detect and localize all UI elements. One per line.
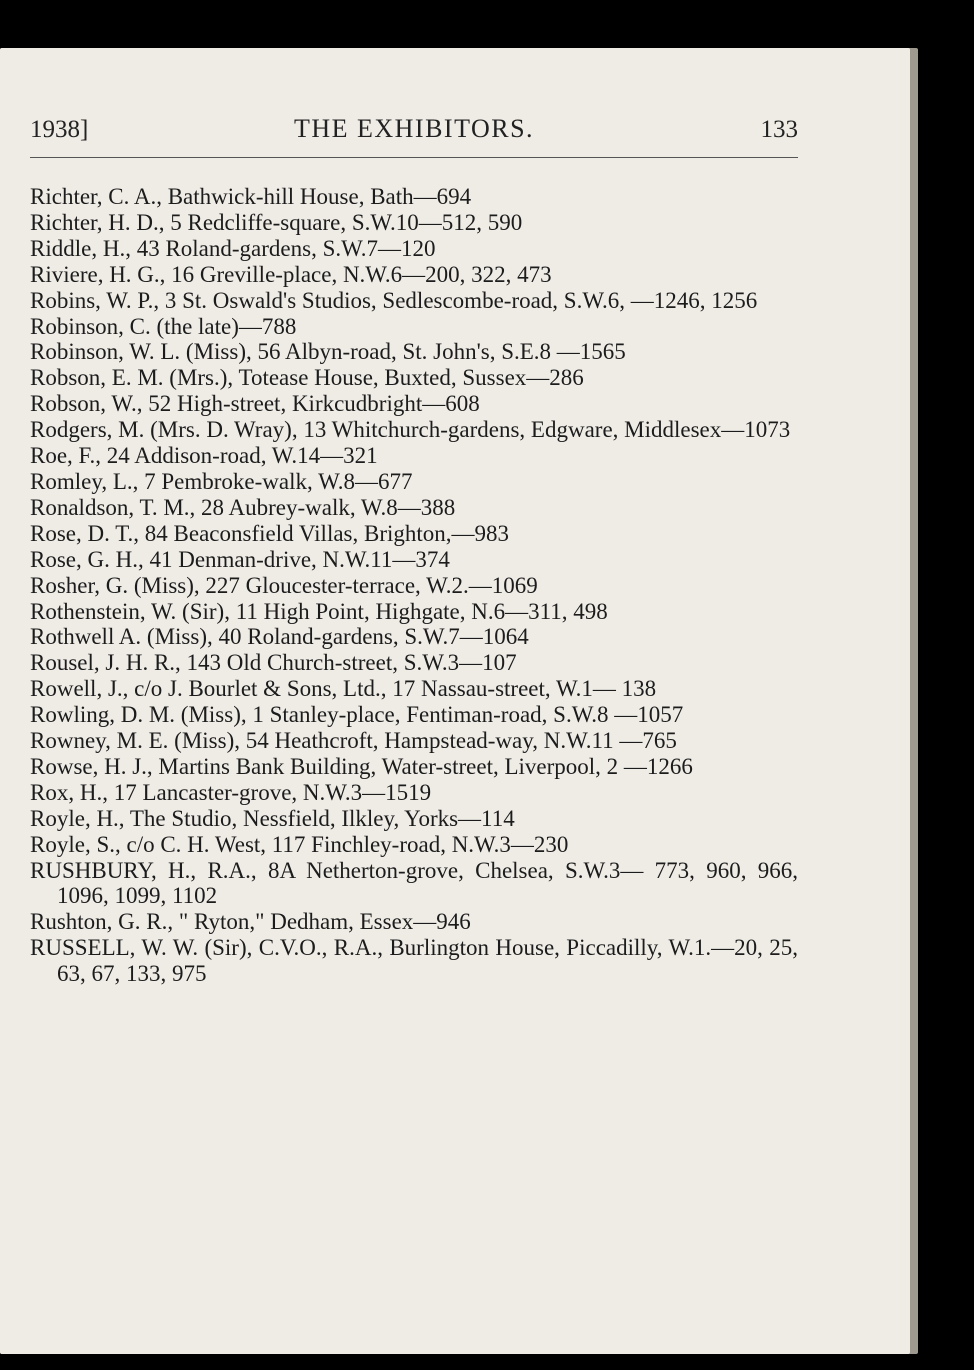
running-header [30, 110, 798, 150]
exhibitor-entry: Royle, S., c/o C. H. West, 117 Finchley-road, N.W.3—230 [30, 831, 569, 857]
exhibitor-entry: Robinson, C. (the late)—788 [30, 313, 297, 339]
page-number: 133 [760, 116, 798, 143]
exhibitor-entry: Ronaldson, T. M., 28 Aubrey-walk, W.8—388 [30, 494, 456, 520]
exhibitor-entry: Robinson, W. L. (Miss), 56 Albyn-road, St. John's, S.E.8 —1565 [30, 339, 626, 365]
exhibitor-entry: Richter, H. D., 5 Redcliffe-square, S.W.10—512, 590 [30, 209, 523, 235]
exhibitor-entry: Riviere, H. G., 16 Greville-place, N.W.6—200, 322, 473 [30, 261, 552, 287]
exhibitor-entry: Riddle, H., 43 Roland-gardens, S.W.7—120 [30, 235, 436, 261]
exhibitor-entry: Rousel, J. H. R., 143 Old Church-street, S.W.3—107 [30, 650, 517, 676]
exhibitor-entry: Royle, H., The Studio, Nessfield, Ilkley, Yorks—114 [30, 805, 515, 831]
exhibitor-entry: Rose, D. T., 84 Beaconsfield Villas, Brighton,—983 [30, 520, 510, 546]
exhibitor-entry: Robins, W. P., 3 St. Oswald's Studios, Sedlescombe-road, S.W.6, —1246, 1256 [30, 287, 758, 313]
exhibitor-entry: Rowney, M. E. (Miss), 54 Heathcroft, Hampstead-way, N.W.11 —765 [30, 728, 677, 754]
page-title: THE EXHIBITORS. [293, 114, 535, 143]
exhibitor-entry: Rose, G. H., 41 Denman-drive, N.W.11—374 [30, 546, 450, 572]
exhibitor-entry: RUSHBURY, H., R.A., 8A Netherton-grove, Chelsea, S.W.3— 773, 960, 966, 1096, 1099, 1102 [30, 857, 798, 909]
header-year: 1938] [30, 116, 89, 143]
exhibitor-entry: Roe, F., 24 Addison-road, W.14—321 [30, 443, 378, 469]
exhibitor-entry: Rothwell A. (Miss), 40 Roland-gardens, S.W.7—1064 [30, 624, 529, 650]
exhibitor-entry: Rushton, G. R., " Ryton," Dedham, Essex—946 [30, 909, 471, 935]
exhibitor-entry: Rox, H., 17 Lancaster-grove, N.W.3—1519 [30, 779, 432, 805]
exhibitor-entry: RUSSELL, W. W. (Sir), C.V.O., R.A., Burlington House, Piccadilly, W.1.—20, 25, 63, 67, 133, 975 [30, 935, 798, 987]
exhibitor-entry: Rowling, D. M. (Miss), 1 Stanley-place, Fentiman-road, S.W.8 —1057 [30, 702, 684, 728]
exhibitor-entry: Richter, C. A., Bathwick-hill House, Bath—694 [30, 184, 472, 209]
exhibitor-list [30, 184, 798, 987]
header-rule [30, 157, 798, 158]
exhibitor-entry: Robson, W., 52 High-street, Kirkcudbright—608 [30, 391, 480, 417]
exhibitor-entry: Romley, L., 7 Pembroke-walk, W.8—677 [30, 468, 413, 494]
exhibitor-entry: Robson, E. M. (Mrs.), Totease House, Buxted, Sussex—286 [30, 365, 584, 391]
exhibitor-entry: Rowell, J., c/o J. Bourlet & Sons, Ltd., 17 Nassau-street, W.1— 138 [30, 676, 657, 702]
exhibitor-entry: Rowse, H. J., Martins Bank Building, Water-street, Liverpool, 2 —1266 [30, 753, 693, 779]
exhibitor-entry: Rosher, G. (Miss), 227 Gloucester-terrace, W.2.—1069 [30, 572, 538, 598]
exhibitor-entry: Rothenstein, W. (Sir), 11 High Point, Highgate, N.6—311, 498 [30, 598, 608, 624]
exhibitor-entry: Rodgers, M. (Mrs. D. Wray), 13 Whitchurch-gardens, Edgware, Middlesex—1073 [30, 417, 791, 443]
